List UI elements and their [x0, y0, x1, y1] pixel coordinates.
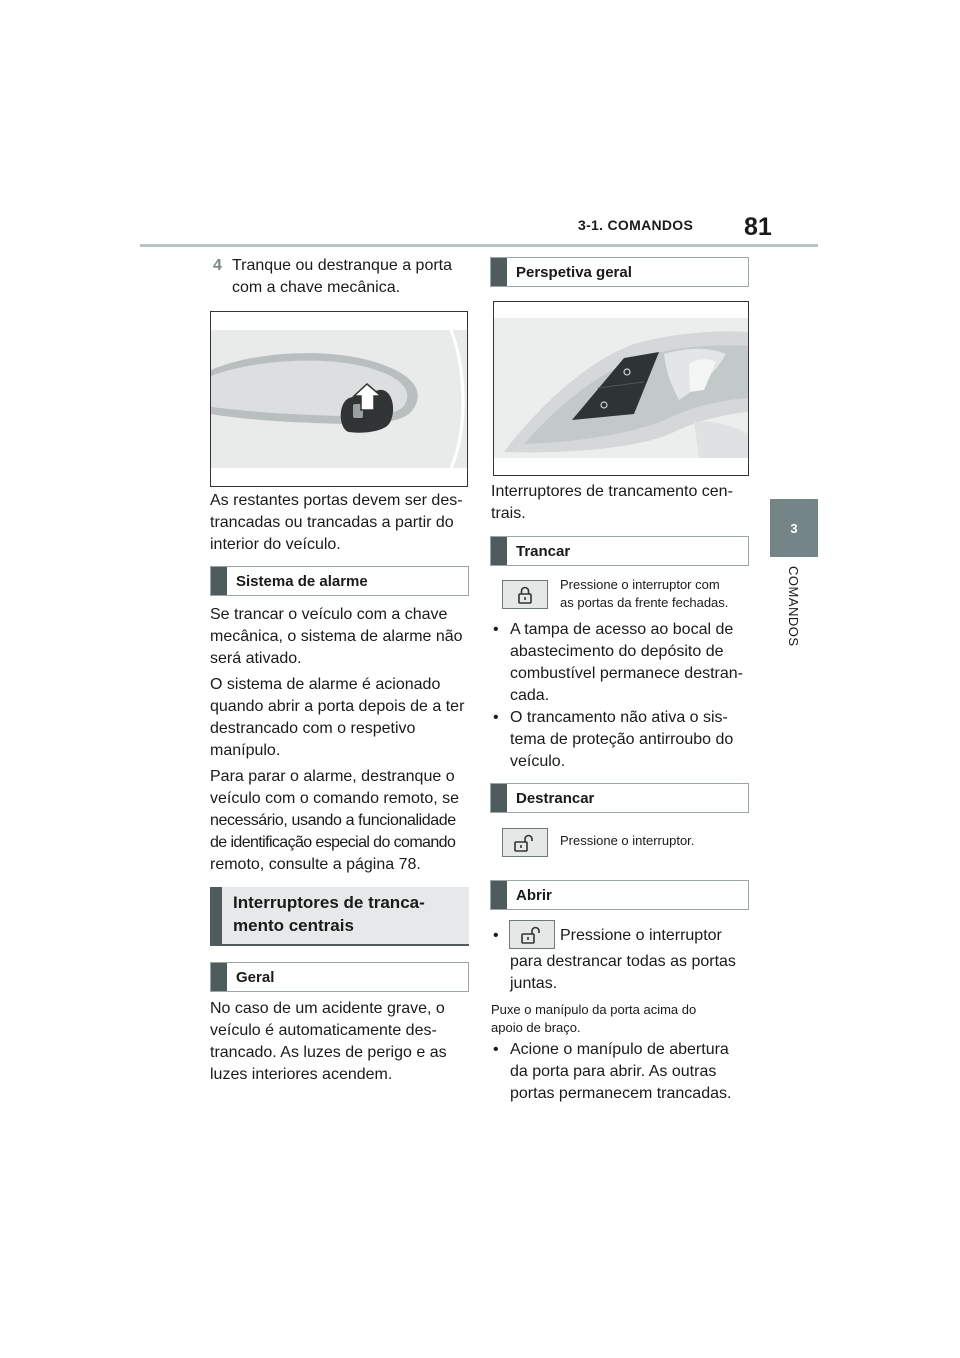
section-overview: [490, 257, 749, 287]
lock-instruction: Pressione o interruptor com as portas da frente fechadas.: [560, 577, 729, 610]
figure-caption: Interruptores de trancamento cen- trais.: [491, 483, 733, 522]
door-handle-figure: [210, 311, 468, 487]
list-item: • Acione o manípulo de abertura da porta para abrir. As outras portas permanecem trancadas.: [491, 1039, 756, 1105]
section-lock-title: Trancar: [516, 543, 571, 560]
central-switches-figure: [493, 301, 749, 476]
section-general-title: Geral: [236, 969, 275, 986]
unlock-icon: [502, 828, 548, 857]
remaining-doors-paragraph: As restantes portas devem ser des- trancadas ou trancadas a partir do interior do veículo.: [210, 492, 463, 553]
section-alarm-title: Sistema de alarme: [236, 573, 368, 590]
step-number: 4: [213, 257, 222, 274]
section-unlock-title: Destrancar: [516, 790, 595, 807]
list-item: • A tampa de acesso ao bocal de abastecimento do depósito de combustível permanece destran- cada.: [491, 619, 756, 707]
section-title: 3-1. COMANDOS: [578, 217, 694, 233]
alarm-paragraph-1: Se trancar o veículo com a chave mecânica, o sistema de alarme não será ativado.: [210, 606, 463, 667]
unlock-instruction: Pressione o interruptor.: [560, 833, 695, 848]
section-central-switches-title: Interruptores de tranca- mento centrais: [233, 893, 425, 935]
open-bullet-marker: •: [493, 927, 499, 944]
page-number: 81: [744, 213, 772, 241]
section-lock: [490, 536, 749, 566]
open-bullet-inline-text: Pressione o interruptor: [560, 927, 722, 944]
general-paragraph: No caso de um acidente grave, o veículo é automaticamente des- trancado. As luzes de perigo e as luzes interiores acendem.: [210, 1000, 447, 1083]
section-alarm: [210, 566, 469, 596]
section-open: [490, 880, 749, 910]
section-unlock: [490, 783, 749, 813]
section-general: [210, 962, 469, 992]
section-central-switches: [210, 887, 469, 946]
door-handle-illustration: [211, 312, 467, 486]
open-notes-list: [491, 1039, 756, 1105]
open-small-note: Puxe o manípulo da porta acima do apoio de braço.: [491, 1002, 697, 1035]
unlock-icon: [509, 920, 555, 949]
step-text: Tranque ou destranque a porta com a chave mecânica.: [232, 257, 453, 296]
alarm-paragraph-2: O sistema de alarme é acionado quando abrir a porta depois de a ter destrancado com o respetivo manípulo.: [210, 676, 465, 759]
section-overview-title: Perspetiva geral: [516, 264, 632, 281]
header-rule: [140, 244, 818, 247]
alarm-paragraph-3: Para parar o alarme, destranque o veículo com o comando remoto, se necessário, usando a funcionalidade de identificação especial do comando remoto, consulte a página 78.: [210, 768, 460, 873]
lock-icon: [502, 580, 548, 609]
open-bullet-continued: para destrancar todas as portas juntas.: [510, 953, 736, 992]
lock-notes-list: [491, 619, 756, 773]
chapter-tab: 3: [770, 499, 818, 557]
door-panel-illustration: [494, 302, 748, 475]
section-open-title: Abrir: [516, 887, 552, 904]
chapter-side-label: COMANDOS: [786, 566, 801, 647]
list-item: • O trancamento não ativa o sis- tema de proteção antirroubo do veículo.: [491, 707, 756, 773]
